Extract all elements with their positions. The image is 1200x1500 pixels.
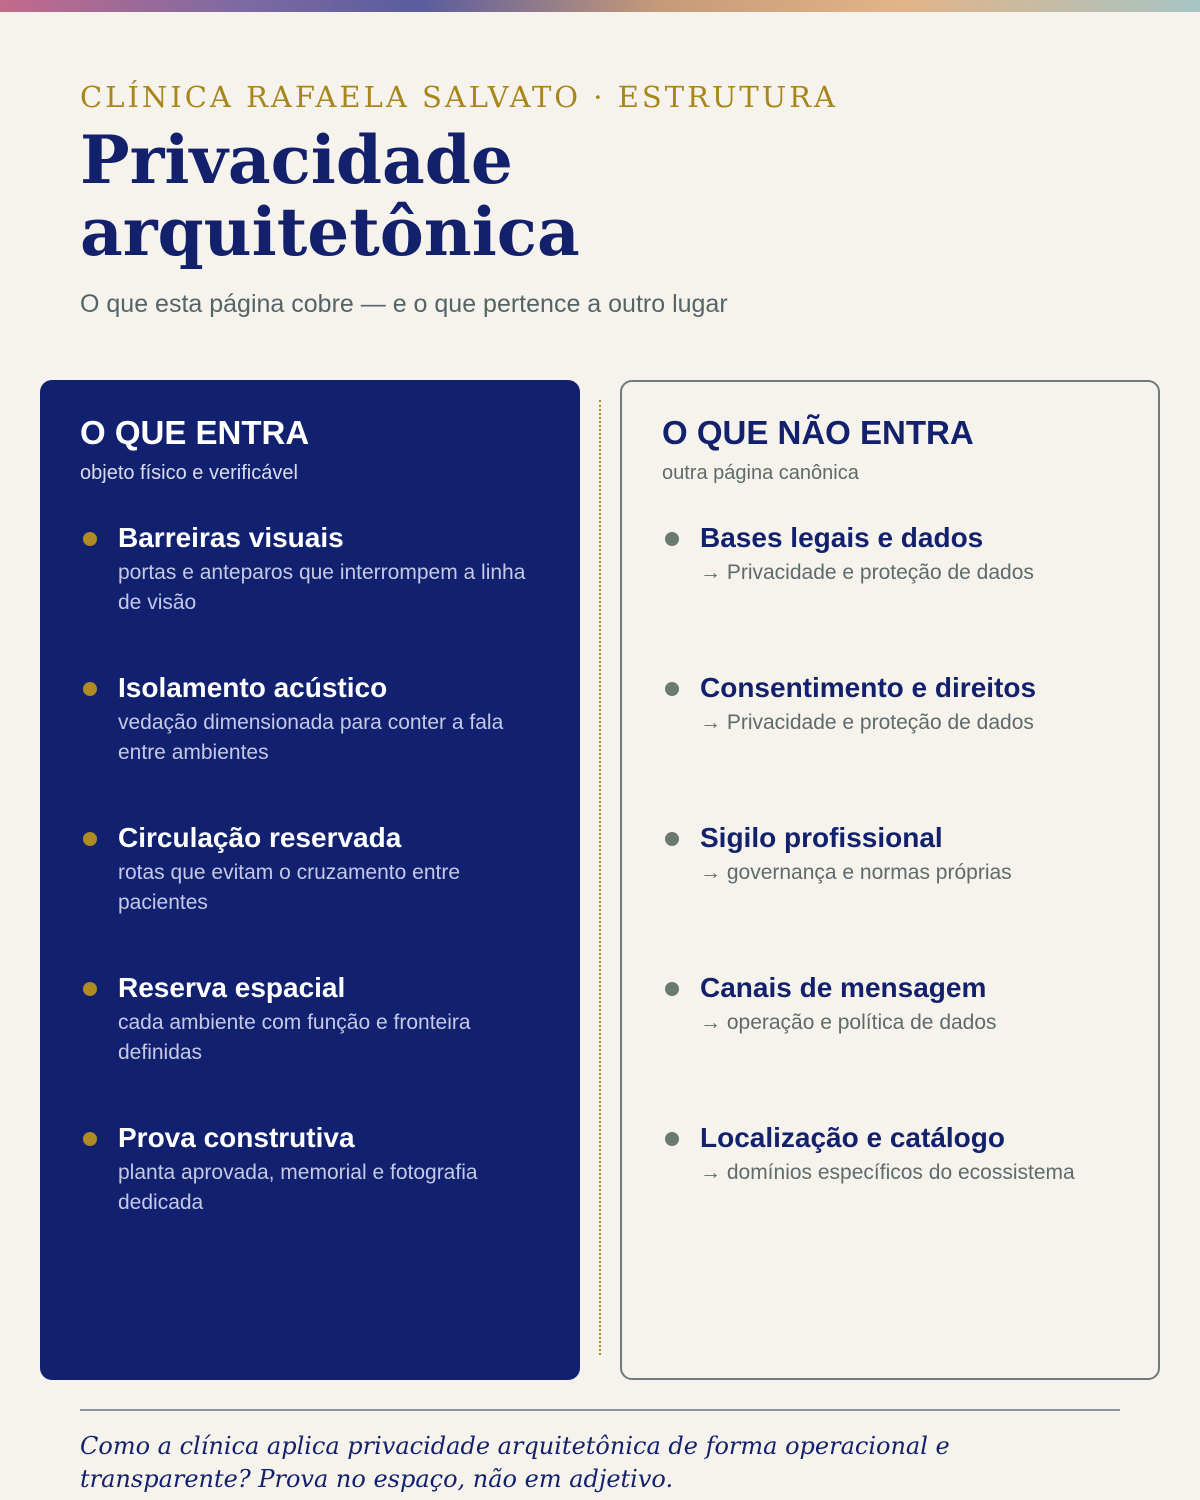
included-subheading: objeto físico e verificável xyxy=(80,462,298,484)
item-redirect: → Privacidade e proteção de dados xyxy=(700,561,1034,584)
item-description: cada ambiente com função e fronteira definidas xyxy=(118,1011,471,1064)
bullet-icon xyxy=(665,682,679,696)
excluded-item xyxy=(662,820,1132,970)
item-title: Isolamento acústico xyxy=(118,672,388,703)
excluded-panel xyxy=(620,380,1160,1380)
included-item xyxy=(80,1120,550,1270)
item-description: rotas que evitam o cruzamento entre pacientes xyxy=(118,861,461,914)
page-subtitle: O que esta página cobre — e o que pertence a outro lugar xyxy=(80,290,728,318)
page-title: Privacidade arquitetônica xyxy=(80,121,580,271)
bullet-icon xyxy=(83,682,97,696)
included-list xyxy=(80,520,550,1270)
eyebrow: CLÍNICA RAFAELA SALVATO · ESTRUTURA xyxy=(80,80,838,114)
bullet-icon xyxy=(665,532,679,546)
included-item xyxy=(80,970,550,1120)
included-item xyxy=(80,520,550,670)
item-title: Localização e catálogo xyxy=(700,1122,1005,1153)
bullet-icon xyxy=(665,982,679,996)
dotted-divider xyxy=(599,400,601,1355)
bullet-icon xyxy=(83,1132,97,1146)
item-redirect: → domínios específicos do ecossistema xyxy=(700,1161,1075,1184)
item-title: Prova construtiva xyxy=(118,1122,355,1153)
item-description: planta aprovada, memorial e fotografia dedicada xyxy=(118,1161,478,1214)
item-title: Barreiras visuais xyxy=(118,522,344,553)
item-title: Consentimento e direitos xyxy=(700,672,1037,703)
included-item xyxy=(80,820,550,970)
footer-divider xyxy=(80,1409,1120,1411)
item-redirect: → operação e política de dados xyxy=(700,1011,997,1034)
item-title: Bases legais e dados xyxy=(700,522,984,553)
included-heading: O QUE ENTRA xyxy=(80,414,310,451)
bullet-icon xyxy=(83,832,97,846)
item-redirect: → Privacidade e proteção de dados xyxy=(700,711,1034,734)
included-item xyxy=(80,670,550,820)
item-title: Canais de mensagem xyxy=(700,972,987,1003)
item-title: Circulação reservada xyxy=(118,822,402,853)
excluded-item xyxy=(662,520,1132,670)
footer-statement: Como a clínica aplica privacidade arquitetônica de forma operacional e transparente? Prova no espaço, não em adjetivo. xyxy=(80,1432,950,1493)
excluded-item xyxy=(662,670,1132,820)
item-redirect: → governança e normas próprias xyxy=(700,861,1012,884)
excluded-item xyxy=(662,970,1132,1120)
excluded-list xyxy=(662,520,1132,1270)
excluded-item xyxy=(662,1120,1132,1270)
item-description: portas e anteparos que interrompem a linha de visão xyxy=(118,561,526,614)
bullet-icon xyxy=(83,532,97,546)
excluded-subheading: outra página canônica xyxy=(662,462,859,484)
bullet-icon xyxy=(83,982,97,996)
bullet-icon xyxy=(665,1132,679,1146)
included-panel xyxy=(40,380,580,1380)
top-gradient-band xyxy=(0,0,1200,12)
excluded-heading: O QUE NÃO ENTRA xyxy=(662,414,974,451)
bullet-icon xyxy=(665,832,679,846)
item-title: Reserva espacial xyxy=(118,972,346,1003)
item-description: vedação dimensionada para conter a fala entre ambientes xyxy=(118,711,504,764)
item-title: Sigilo profissional xyxy=(700,822,943,853)
